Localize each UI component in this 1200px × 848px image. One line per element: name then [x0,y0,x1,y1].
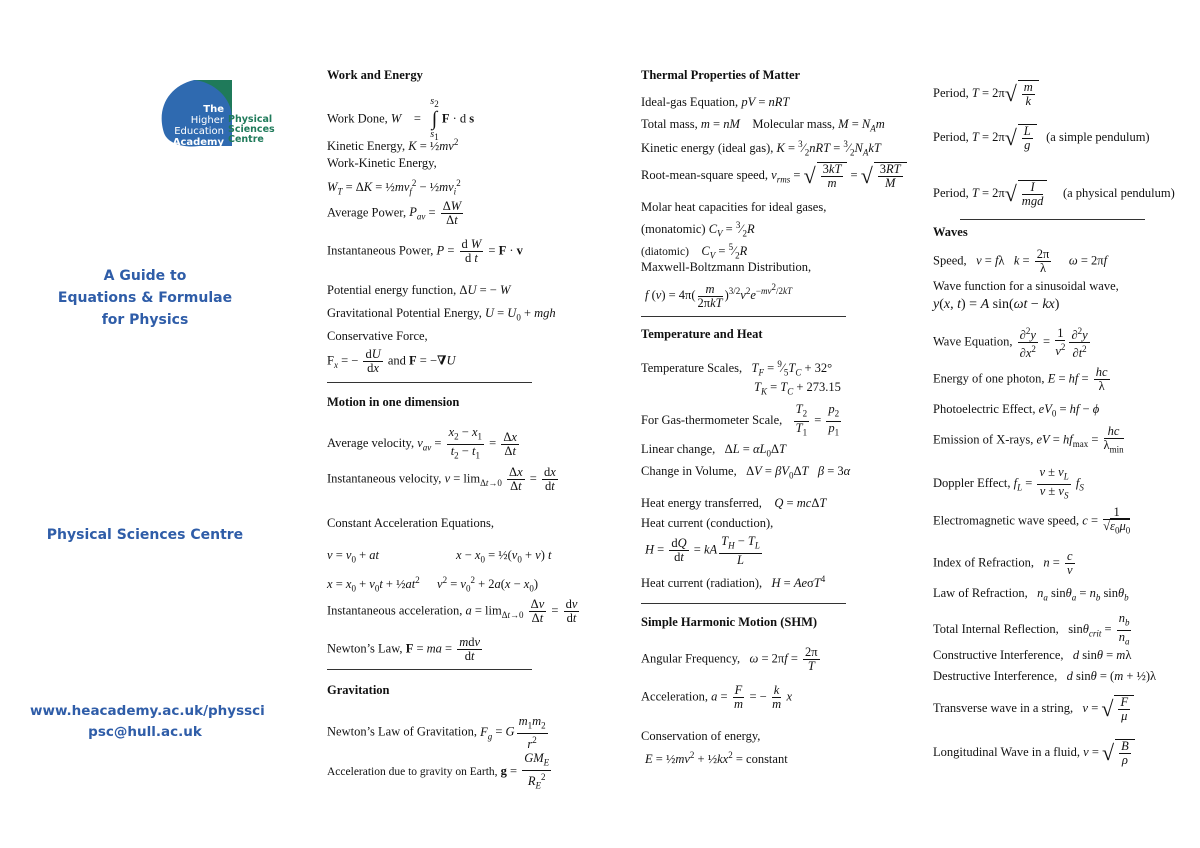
label-maxwell: Maxwell-Boltzmann Distribution, [641,260,812,274]
label-acceleration: Acceleration, [641,689,708,704]
label-photoelectric: Photoelectric Effect, [933,402,1036,416]
label-ke-ideal-gas: Kinetic energy (ideal gas), [641,141,774,156]
website-link[interactable]: www.heacademy.ac.uk/physsci [30,703,265,719]
label-newton-gravitation: Newton’s Law of Gravitation, [327,724,477,739]
label-temp-scales: Temperature Scales, [641,361,743,376]
heading-shm: Simple Harmonic Motion (SHM) [641,615,818,629]
logo-text-the: The [203,104,224,115]
logo-text-academy: Academy [172,137,224,148]
label-constructive: Constructive Interference, [933,648,1064,662]
label-simple-pendulum: (a simple pendulum) [1046,129,1150,144]
label-period-simple: Period, [933,129,969,144]
heading-thermal: Thermal Properties of Matter [641,68,801,82]
centre-name: Physical Sciences Centre [46,527,244,543]
label-kinetic-energy: Kinetic Energy, [327,139,406,154]
heading-waves: Waves [933,225,968,239]
logo [154,78,274,148]
label-photon-energy: Energy of one photon, [933,371,1045,386]
label-change-volume: Change in Volume, [641,464,737,478]
label-speed: Speed, [933,253,967,268]
label-period-spring: Period, [933,85,969,100]
label-heat-radiation: Heat current (radiation), [641,576,763,591]
label-instantaneous-acceleration: Instantaneous acceleration, [327,603,463,618]
label-longitudinal-wave: Longitudinal Wave in a fluid, [933,744,1080,759]
label-refraction-index: Index of Refraction, [933,555,1035,570]
label-instantaneous-power: Instantaneous Power, [327,243,434,258]
guide-title [40,265,250,331]
label-em-wave-speed: Electromagnetic wave speed, [933,513,1080,528]
label-gas-thermometer: For Gas-thermometer Scale, [641,412,783,427]
label-diatomic: (diatomic) [641,246,689,259]
label-period-physical: Period, [933,185,969,200]
label-heat-transferred: Heat energy transferred, [641,496,762,510]
email-link[interactable]: psc@hull.ac.uk [88,724,202,740]
guide-title-line2: Equations & Formulae [57,290,233,306]
label-ideal-gas: Ideal-gas Equation, [641,95,739,109]
label-total-mass: Total mass, [641,117,698,131]
label-destructive: Destructive Interference, [933,669,1058,683]
label-linear-change: Linear change, [641,442,716,456]
label-conservation-energy: Conservation of energy, [641,729,761,743]
logo-text-education: Education [174,126,224,137]
label-constant-acceleration: Constant Acceleration Equations, [327,516,494,530]
heading-temperature: Temperature and Heat [641,327,763,341]
label-constant: constant [746,752,788,767]
heading-gravitation: Gravitation [327,683,390,697]
logo-text-physical: Physical [228,114,273,125]
label-average-velocity: Average velocity, [327,435,415,450]
label-molecular-mass: Molecular mass, [752,117,836,131]
logo-text-centre: Centre [228,134,264,145]
label-newtons-law: Newton’s Law, [327,641,403,656]
label-total-internal-reflection: Total Internal Reflection, [933,621,1059,636]
label-angular-frequency: Angular Frequency, [641,651,741,666]
label-wave-equation: Wave Equation, [933,334,1013,349]
label-acceleration-gravity: Acceleration due to gravity on Earth, [327,765,498,778]
label-pe-function: Potential energy function, [327,283,457,297]
label-monatomic: (monatomic) [641,222,706,237]
heading-work-energy: Work and Energy [327,68,423,82]
logo-text-higher: Higher [190,115,224,126]
label-grav-pe: Gravitational Potential Energy, [327,306,482,320]
label-work-kinetic: Work-Kinetic Energy, [327,156,437,170]
label-xray: Emission of X-rays, [933,432,1034,447]
label-conservative-force: Conservative Force, [327,329,428,343]
label-and: and [387,353,406,368]
guide-title-line3: for Physics [101,312,189,328]
logo-text-sciences: Sciences [228,124,275,135]
label-molar-heat: Molar heat capacities for ideal gases, [641,200,827,214]
label-instantaneous-velocity: Instantaneous velocity, [327,471,442,486]
label-heat-conduction: Heat current (conduction), [641,516,774,530]
heading-motion: Motion in one dimension [327,395,460,409]
guide-title-line1: A Guide to [103,268,187,284]
label-refraction-law: Law of Refraction, [933,586,1028,600]
label-rms-speed: Root-mean-square speed, [641,167,769,182]
label-average-power: Average Power, [327,205,407,220]
label-transverse-wave: Transverse wave in a string, [933,700,1074,715]
label-physical-pendulum: (a physical pendulum) [1062,185,1175,200]
label-work-done: Work Done, [327,111,388,126]
label-wave-function: Wave function for a sinusoidal wave, [933,279,1119,293]
label-doppler: Doppler Effect, [933,475,1011,490]
